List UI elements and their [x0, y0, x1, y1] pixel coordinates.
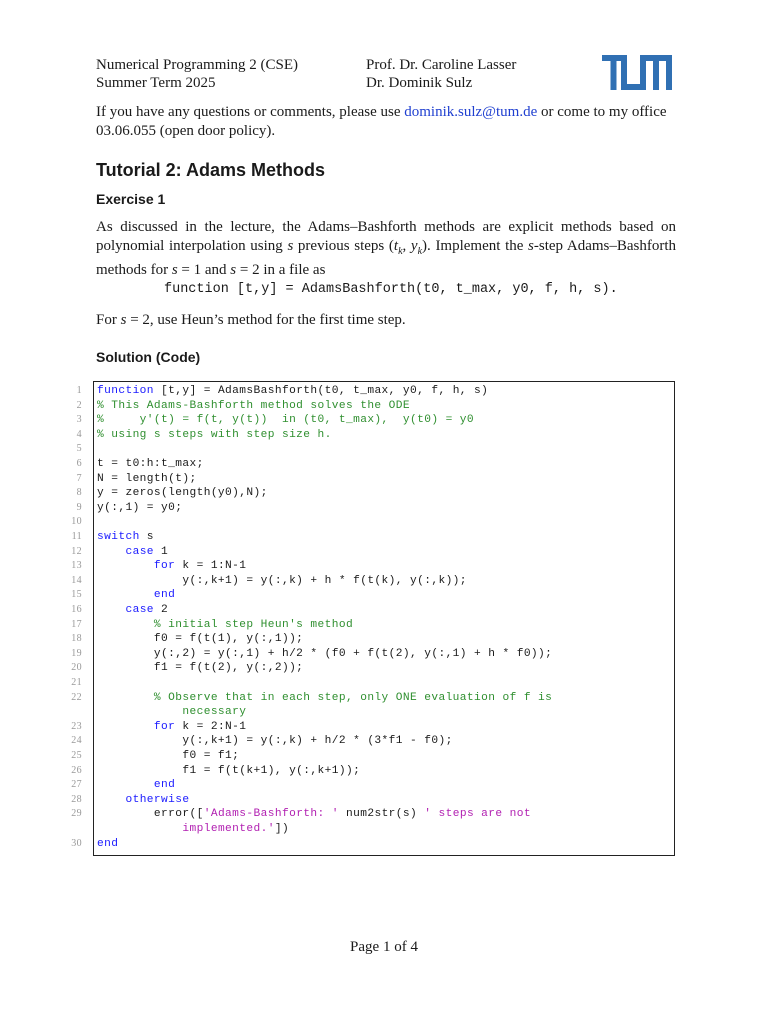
- code-line: [0, 808, 768, 823]
- line-number: 25: [71, 750, 82, 761]
- line-number: 19: [71, 647, 82, 659]
- code-line: [0, 458, 768, 473]
- email-link[interactable]: dominik.sulz@tum.de: [404, 104, 538, 120]
- tum-logo: [602, 55, 672, 90]
- code-line: [0, 633, 768, 648]
- line-number: 9: [76, 501, 82, 513]
- line-number: 26: [71, 764, 82, 776]
- code-text: y(:,2) = y(:,1) + h/2 * (f0 + f(t(2), y(:,1) + h * f0));: [97, 647, 553, 660]
- line-number: 22: [71, 691, 82, 703]
- line-number: 20: [71, 662, 82, 674]
- line-number: 17: [71, 618, 82, 630]
- heun-note: For s = 2, use Heun’s method for the first time step.: [96, 312, 406, 328]
- line-number: 14: [71, 574, 82, 586]
- line-number: 21: [71, 677, 82, 688]
- code-line: [0, 443, 768, 458]
- line-number: 2: [76, 399, 82, 411]
- intro-text-end: or come to my office 03.06.055 (open door policy).: [96, 104, 667, 139]
- line-number: 10: [71, 516, 82, 528]
- line-number: 3: [76, 414, 82, 426]
- intro-text: If you have any questions or comments, please use: [96, 104, 405, 120]
- line-number: 13: [71, 560, 82, 572]
- tutor-name: Dr. Dominik Sulz: [366, 75, 473, 91]
- code-text: for k = 1:N-1: [153, 560, 247, 573]
- code-line: [0, 429, 768, 444]
- code-line: [0, 838, 768, 853]
- code-line: [0, 414, 768, 429]
- line-number: 18: [71, 633, 82, 645]
- code-text: for k = 2:N-1: [153, 720, 247, 733]
- code-text: % initial step Heun's method: [97, 618, 354, 631]
- code-text: t = t0:h:t_max;: [97, 458, 204, 470]
- line-number: 6: [76, 458, 82, 469]
- professor-name: Prof. Dr. Caroline Lasser: [366, 57, 517, 73]
- code-text: end: [97, 837, 119, 850]
- line-number: 8: [76, 487, 82, 499]
- code-text: % using s steps with step size h.: [97, 428, 332, 441]
- code-text: f0 = f(t(1), y(:,1));: [97, 633, 304, 646]
- code-line: [0, 546, 768, 561]
- line-number: 1: [76, 385, 82, 396]
- line-number: 4: [76, 428, 82, 440]
- code-line: [0, 692, 768, 707]
- course-info: [96, 56, 298, 92]
- line-number: 11: [71, 531, 82, 542]
- code-text: case 2: [125, 604, 169, 616]
- code-text: % y'(t) = f(t, y(t)) in (t0, t_max), y(t0) = y0: [97, 414, 475, 427]
- code-text: otherwise: [125, 793, 190, 806]
- code-text: % Observe that in each step, only ONE evaluation of f is: [97, 691, 553, 704]
- line-number: 15: [71, 589, 82, 601]
- code-line: [0, 604, 768, 619]
- code-line: [0, 531, 768, 546]
- line-number: 24: [71, 735, 82, 747]
- code-line: [0, 750, 768, 765]
- code-text: switch s: [97, 531, 154, 543]
- code-line: [0, 779, 768, 794]
- code-text: y(:,1) = y0;: [97, 501, 183, 514]
- code-text: f1 = f(t(k+1), y(:,k+1));: [97, 764, 361, 777]
- code-line: [0, 794, 768, 809]
- line-number: 12: [71, 545, 82, 557]
- code-text: y(:,k+1) = y(:,k) + h * f(t(k), y(:,k));: [97, 574, 467, 587]
- course-term: Summer Term 2025: [96, 75, 216, 91]
- intro-paragraph: [96, 103, 676, 141]
- code-text: implemented.']): [182, 823, 290, 835]
- code-line: [0, 502, 768, 517]
- code-line: [0, 662, 768, 677]
- code-line: [0, 560, 768, 575]
- code-line: [0, 677, 768, 692]
- line-number: 16: [71, 604, 82, 615]
- code-line: [0, 385, 768, 400]
- code-line: [0, 619, 768, 634]
- code-line: [0, 575, 768, 590]
- course-title: Numerical Programming 2 (CSE): [96, 57, 299, 73]
- code-text: y(:,k+1) = y(:,k) + h/2 * (3*f1 - f0);: [97, 735, 453, 748]
- code-text: end: [153, 779, 176, 792]
- line-number: 29: [71, 808, 82, 820]
- code-line: [0, 400, 768, 415]
- code-text: f0 = f1;: [97, 750, 240, 762]
- line-number: 28: [71, 793, 82, 805]
- staff-info: [366, 56, 516, 92]
- code-text: case 1: [125, 545, 169, 558]
- line-number: 27: [71, 779, 82, 791]
- code-line: [0, 765, 768, 780]
- page-footer: Page 1 of 4: [350, 939, 418, 955]
- code-text: error(['Adams-Bashforth: ' num2str(s) ' steps are not: [97, 808, 531, 821]
- line-number: 23: [71, 720, 82, 732]
- code-line: [0, 473, 768, 488]
- solution-heading: Solution (Code): [96, 349, 201, 365]
- code-text: % This Adams-Bashforth method solves the ODE: [97, 399, 410, 412]
- exercise-heading: Exercise 1: [96, 191, 166, 207]
- code-line: [0, 487, 768, 502]
- function-signature: function [t,y] = AdamsBashforth(t0, t_max, y0, f, h, s).: [164, 282, 618, 297]
- code-line: [0, 823, 768, 838]
- line-number: 7: [76, 472, 82, 484]
- code-line: [0, 721, 768, 736]
- code-text: N = length(t);: [97, 472, 197, 485]
- line-number: 30: [71, 837, 82, 849]
- code-text: f1 = f(t(2), y(:,2));: [97, 662, 304, 675]
- code-text: necessary: [97, 706, 247, 719]
- tutorial-title: Tutorial 2: Adams Methods: [96, 160, 326, 180]
- exercise-description: As discussed in the lecture, the Adams–Bashforth methods are explicit methods based on polynomial interpolation using s previous steps ($t_k$, $y_k$). Implement the s-step Adams–Bashforth methods for s = 1 and s = 2 in a file as: [96, 219, 677, 278]
- code-text: function [t,y] = AdamsBashforth(t0, t_max, y0, f, h, s): [97, 385, 489, 397]
- code-line: [0, 706, 768, 721]
- code-line: [0, 648, 768, 663]
- code-line: [0, 589, 768, 604]
- line-number: 5: [76, 443, 82, 455]
- code-text: end: [153, 589, 176, 602]
- code-line: [0, 735, 768, 750]
- code-line: [0, 516, 768, 531]
- code-text: y = zeros(length(y0),N);: [97, 487, 268, 500]
